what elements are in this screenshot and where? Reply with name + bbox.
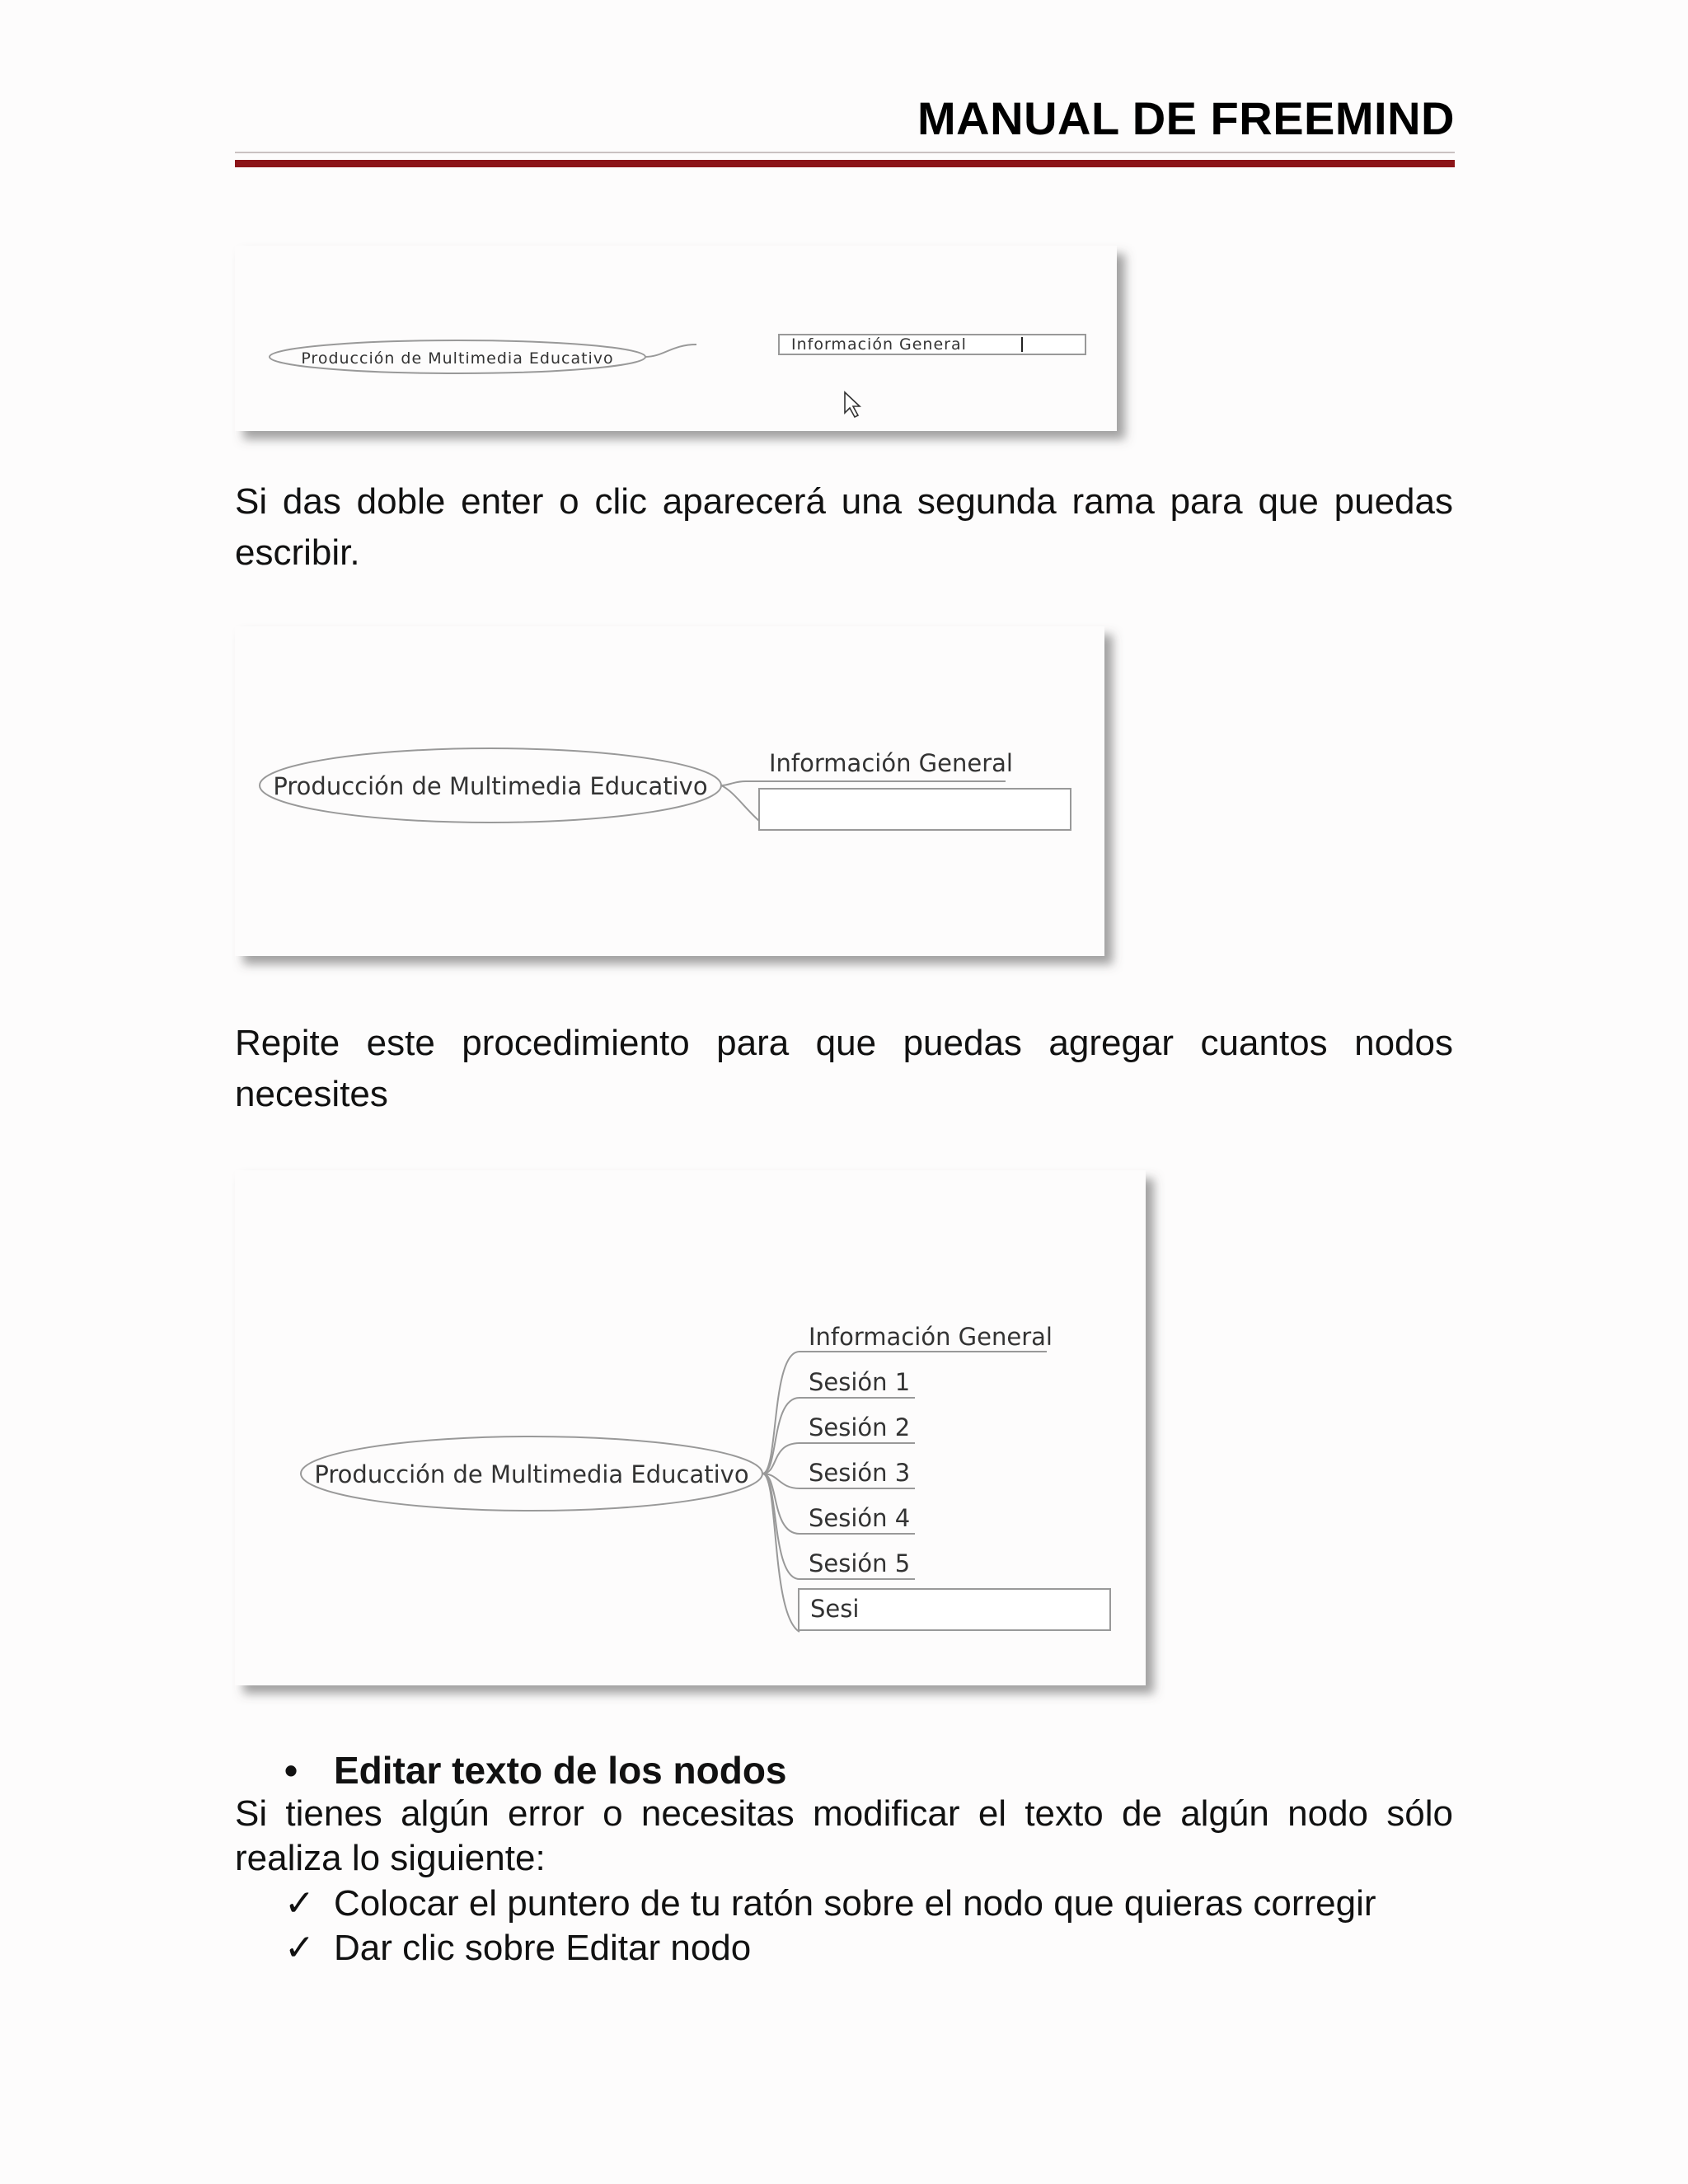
check-icon: ✓: [284, 1883, 315, 1924]
child-node-label: Información General: [769, 749, 1013, 777]
central-node-label: Producción de Multimedia Educativo: [314, 1460, 749, 1488]
figure-2-canvas: [235, 626, 1133, 972]
node-edit-text: Información General: [791, 335, 967, 354]
node-edit-text: Sesi: [810, 1595, 860, 1623]
child-node-label: Sesión 5: [809, 1549, 911, 1577]
header-rule-thick: [235, 160, 1455, 167]
check-icon: ✓: [284, 1928, 315, 1968]
central-node-label: Producción de Multimedia Educativo: [273, 772, 708, 800]
figure-mindmap-1: [235, 246, 1150, 443]
step-item: [284, 1925, 751, 1971]
section-intro: Si tienes algún error o necesitas modificar el texto de algún nodo sólo realiza lo siguiente:: [235, 1793, 1453, 1878]
header-rule-thin: [235, 152, 1455, 153]
figure-mindmap-2: [235, 626, 1133, 972]
figure-mindmap-3: [235, 1170, 1175, 1714]
step-item: [284, 1881, 1376, 1927]
section-heading-text: Editar texto de los nodos: [334, 1749, 787, 1792]
paragraph-2: Repite este procedimiento para que puedas agregar cuantos nodos necesites: [235, 1023, 1453, 1114]
figure-1-canvas: [235, 246, 1150, 443]
child-node-label: Sesión 3: [809, 1459, 911, 1487]
child-node-label: Sesión 1: [809, 1368, 911, 1396]
step-text: Colocar el puntero de tu ratón sobre el nodo que quieras corregir: [334, 1883, 1376, 1924]
step-text: Dar clic sobre Editar nodo: [334, 1928, 752, 1968]
paragraph-1: Si das doble enter o clic aparecerá una segunda rama para que puedas escribir.: [235, 481, 1453, 573]
bullet-glyph: •: [284, 1749, 298, 1792]
central-node-label: Producción de Multimedia Educativo: [301, 349, 614, 368]
section-heading: [284, 1746, 787, 1795]
child-node-label: Información General: [809, 1323, 1053, 1351]
child-node-label: Sesión 2: [809, 1413, 911, 1441]
header-title: MANUAL DE FREEMIND: [917, 92, 1455, 144]
child-node-label: Sesión 4: [809, 1504, 911, 1532]
figure-3-canvas: [235, 1170, 1175, 1714]
node-edit-box[interactable]: [759, 789, 1071, 830]
